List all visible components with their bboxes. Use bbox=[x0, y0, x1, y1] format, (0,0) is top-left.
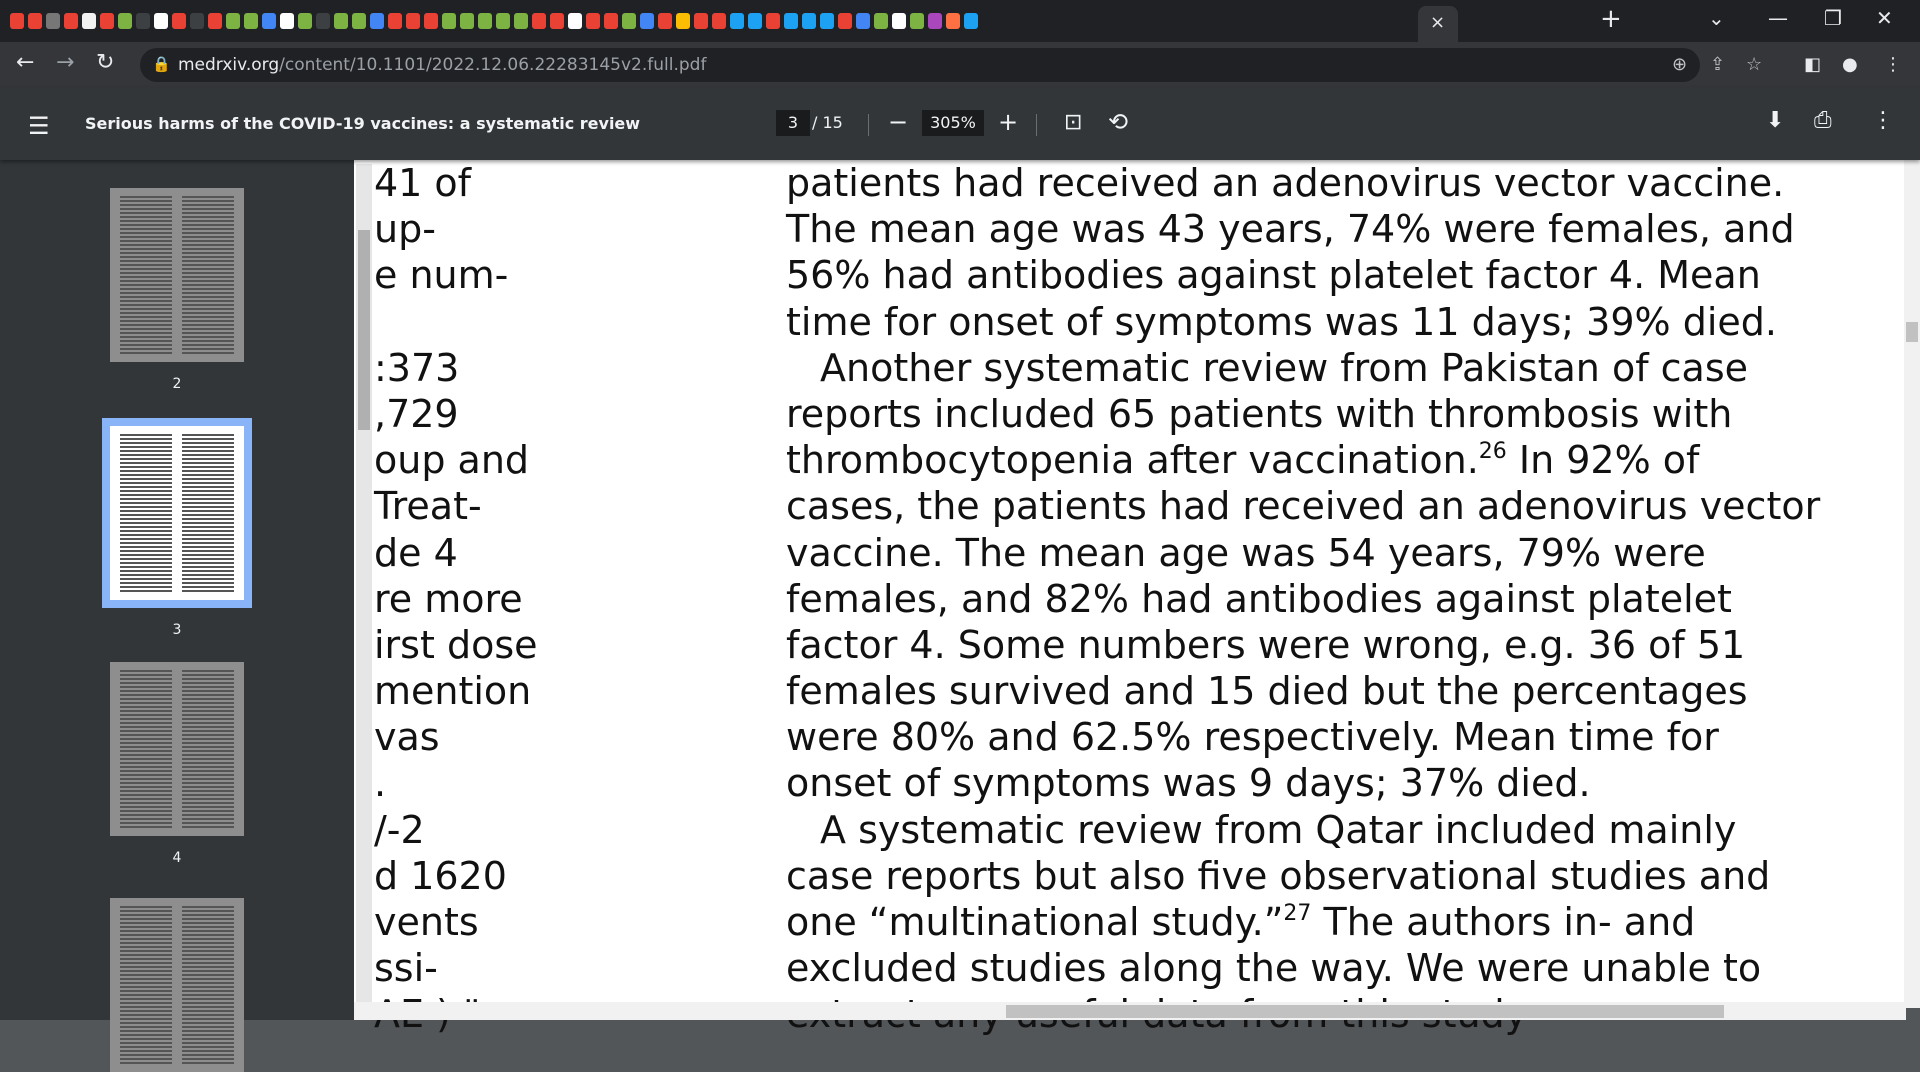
text-line: mention bbox=[374, 669, 532, 714]
inner-scrollbar[interactable] bbox=[356, 164, 372, 1008]
horizontal-scrollbar[interactable] bbox=[354, 1002, 1906, 1020]
tab-favicon-icon[interactable] bbox=[136, 13, 150, 29]
zoom-icon[interactable]: ⊕ bbox=[1672, 54, 1688, 75]
divider bbox=[868, 114, 869, 136]
vertical-scrollbar[interactable] bbox=[1904, 160, 1920, 1008]
text-line: e num- bbox=[374, 253, 509, 298]
text-line: factor 4. Some numbers were wrong, e.g. 36 of 51 bbox=[786, 622, 1746, 667]
citation-27: 27 bbox=[1283, 901, 1312, 926]
text-line: vents bbox=[374, 900, 479, 944]
tab-favicon-icon[interactable] bbox=[820, 13, 834, 29]
tab-favicon-icon[interactable] bbox=[514, 13, 528, 29]
thumbnail-page-3[interactable] bbox=[102, 418, 252, 638]
tab-favicon-icon[interactable] bbox=[64, 13, 78, 29]
browser-menu-icon[interactable]: ⋮ bbox=[1884, 54, 1902, 75]
page-total: / 15 bbox=[812, 113, 843, 132]
left-column-text bbox=[374, 160, 674, 1038]
text-line: ssi- bbox=[374, 946, 438, 991]
thumbnail-sidebar bbox=[0, 160, 354, 1020]
citation-26: 26 bbox=[1478, 439, 1507, 465]
url-text[interactable] bbox=[178, 55, 706, 75]
tab-favicon-icon[interactable] bbox=[334, 13, 348, 29]
tab-favicon-icon[interactable] bbox=[244, 13, 258, 29]
text-line bbox=[786, 899, 1896, 945]
zoom-in-icon[interactable]: + bbox=[998, 108, 1019, 136]
text-line: patients had received an adenovirus vector vaccine. bbox=[786, 161, 1785, 205]
window-close-icon[interactable]: ✕ bbox=[1876, 6, 1893, 30]
text-line bbox=[374, 299, 674, 345]
tab-favicon-icon[interactable] bbox=[586, 13, 600, 29]
tab-favicon-icon[interactable] bbox=[118, 13, 132, 29]
tab-favicon-icon[interactable] bbox=[298, 13, 312, 29]
text-line: case reports but also five observational studies and bbox=[786, 853, 1771, 898]
text-line: time for onset of symptoms was 11 days; 39% died. bbox=[786, 299, 1777, 344]
tab-favicon-icon[interactable] bbox=[856, 13, 870, 29]
text-line: /-2 bbox=[374, 807, 425, 852]
tab-favicon-icon[interactable] bbox=[910, 13, 924, 29]
document-title: Serious harms of the COVID-19 vaccines: a systematic review bbox=[85, 114, 641, 133]
text-line: Treat- bbox=[374, 484, 482, 529]
thumbnail-image-selected[interactable] bbox=[102, 418, 252, 608]
tab-favicon-icon[interactable] bbox=[406, 13, 420, 29]
text-line: vas bbox=[374, 715, 440, 760]
tab-search-icon[interactable]: ⌄ bbox=[1708, 6, 1725, 30]
side-panel-icon[interactable]: ◧ bbox=[1804, 54, 1822, 75]
tab-list[interactable] bbox=[8, 9, 1398, 33]
thumbnail-page-5[interactable] bbox=[102, 898, 252, 1072]
more-options-icon[interactable]: ⋮ bbox=[1872, 108, 1894, 133]
tab-favicon-icon[interactable] bbox=[748, 13, 762, 29]
tab-favicon-icon[interactable] bbox=[550, 13, 564, 29]
tab-favicon-icon[interactable] bbox=[532, 13, 546, 29]
minimize-icon[interactable]: — bbox=[1768, 6, 1788, 30]
tab-favicon-icon[interactable] bbox=[280, 13, 294, 29]
tab-favicon-icon[interactable] bbox=[172, 13, 186, 29]
text-line: up- bbox=[374, 207, 436, 252]
thumbnail-label: 3 bbox=[172, 622, 182, 638]
divider bbox=[1036, 114, 1037, 136]
tab-favicon-icon[interactable] bbox=[370, 13, 384, 29]
share-icon[interactable]: ⇪ bbox=[1710, 54, 1726, 75]
tab-favicon-icon[interactable] bbox=[892, 13, 906, 29]
tab-favicon-icon[interactable] bbox=[946, 13, 960, 29]
text-line: excluded studies along the way. We were unable to bbox=[786, 946, 1762, 991]
tab-favicon-icon[interactable] bbox=[100, 13, 114, 29]
fit-page-icon[interactable]: ⊡ bbox=[1064, 110, 1083, 135]
url-host: medrxiv.org bbox=[178, 55, 280, 75]
lock-icon[interactable]: 🔒 bbox=[152, 55, 171, 73]
rotate-icon[interactable]: ⟲ bbox=[1108, 108, 1129, 136]
tab-favicon-icon[interactable] bbox=[28, 13, 42, 29]
text-line: . bbox=[374, 761, 387, 806]
active-tab[interactable] bbox=[1418, 6, 1458, 42]
tab-favicon-icon[interactable] bbox=[82, 13, 96, 29]
url-path: /content/10.1101/2022.12.06.22283145v2.full.pdf bbox=[279, 55, 707, 75]
tab-favicon-icon[interactable] bbox=[460, 13, 474, 29]
reload-icon[interactable]: ↻ bbox=[96, 50, 115, 75]
tab-favicon-icon[interactable] bbox=[316, 13, 330, 29]
tab-strip bbox=[0, 0, 1920, 42]
zoom-input[interactable]: 305% bbox=[922, 110, 984, 136]
text-line: cases, the patients had received an adenovirus vector bbox=[786, 484, 1821, 529]
vertical-scrollbar-thumb[interactable] bbox=[1906, 322, 1918, 342]
thumbnail-image[interactable] bbox=[110, 898, 244, 1072]
tab-favicon-icon[interactable] bbox=[424, 13, 438, 29]
new-tab-button[interactable]: + bbox=[1600, 4, 1622, 34]
inner-scrollbar-thumb[interactable] bbox=[358, 230, 370, 430]
tab-favicon-icon[interactable] bbox=[496, 13, 510, 29]
text-line: oup and bbox=[374, 438, 530, 483]
tab-favicon-icon[interactable] bbox=[640, 13, 654, 29]
profile-icon[interactable]: ● bbox=[1842, 54, 1858, 75]
pdf-page bbox=[354, 160, 1906, 1008]
text-line: de 4 bbox=[374, 530, 458, 575]
text-line: ,729 bbox=[374, 391, 459, 436]
tab-favicon-icon[interactable] bbox=[964, 13, 978, 29]
text-line: reports included 65 patients with thrombosis with bbox=[786, 391, 1733, 436]
thumbnail-page-2[interactable] bbox=[102, 188, 252, 392]
thumbnail-image[interactable] bbox=[110, 662, 244, 836]
horizontal-scrollbar-thumb[interactable] bbox=[1006, 1005, 1724, 1018]
tab-favicon-icon[interactable] bbox=[388, 13, 402, 29]
tab-favicon-icon[interactable] bbox=[208, 13, 222, 29]
tab-favicon-icon[interactable] bbox=[694, 13, 708, 29]
text-line: d 1620 bbox=[374, 853, 507, 898]
thumbnail-label: 2 bbox=[172, 376, 182, 392]
text-segment: thrombocytopenia after vaccination. bbox=[786, 438, 1479, 483]
download-icon[interactable]: ⬇ bbox=[1766, 108, 1785, 133]
pdf-toolbar bbox=[0, 88, 1920, 160]
tab-favicon-icon[interactable] bbox=[10, 13, 24, 29]
close-tab-icon[interactable]: × bbox=[1430, 12, 1446, 33]
text-line: Another systematic review from Pakistan of case bbox=[820, 345, 1749, 390]
text-line bbox=[786, 437, 1896, 483]
tab-favicon-icon[interactable] bbox=[604, 13, 618, 29]
back-icon[interactable]: ← bbox=[16, 50, 35, 75]
address-bar[interactable] bbox=[140, 48, 1763, 82]
text-line: The mean age was 43 years, 74% were females, and bbox=[786, 207, 1795, 252]
tab-favicon-icon[interactable] bbox=[730, 13, 744, 29]
forward-icon[interactable]: → bbox=[56, 50, 75, 75]
text-line: 56% had antibodies against platelet factor 4. Mean bbox=[786, 253, 1761, 298]
text-line: A systematic review from Qatar included mainly bbox=[820, 807, 1737, 852]
thumbnail-image[interactable] bbox=[110, 188, 244, 362]
text-line: 41 of bbox=[374, 161, 472, 205]
tab-favicon-icon[interactable] bbox=[226, 13, 240, 29]
text-line: females, and 82% had antibodies against platelet bbox=[786, 576, 1732, 621]
tab-favicon-icon[interactable] bbox=[784, 13, 798, 29]
tab-favicon-icon[interactable] bbox=[622, 13, 636, 29]
text-line: vaccine. The mean age was 54 years, 79% were bbox=[786, 530, 1706, 575]
right-column-text bbox=[786, 160, 1896, 1038]
bookmark-star-icon[interactable]: ☆ bbox=[1746, 54, 1763, 75]
text-segment: In 92% of bbox=[1506, 438, 1700, 483]
tab-favicon-icon[interactable] bbox=[262, 13, 276, 29]
zoom-out-icon[interactable]: − bbox=[888, 108, 909, 136]
tab-favicon-icon[interactable] bbox=[802, 13, 816, 29]
text-line: re more bbox=[374, 576, 523, 621]
text-line: onset of symptoms was 9 days; 37% died. bbox=[786, 761, 1591, 806]
tab-favicon-icon[interactable] bbox=[766, 13, 780, 29]
tab-favicon-icon[interactable] bbox=[874, 13, 888, 29]
text-segment: The authors in- and bbox=[1311, 900, 1696, 944]
tab-favicon-icon[interactable] bbox=[352, 13, 366, 29]
tab-favicon-icon[interactable] bbox=[712, 13, 726, 29]
tab-favicon-icon[interactable] bbox=[154, 13, 168, 29]
text-segment: one “multinational study.” bbox=[786, 900, 1284, 944]
tab-favicon-icon[interactable] bbox=[478, 13, 492, 29]
tab-favicon-icon[interactable] bbox=[190, 13, 204, 29]
browser-toolbar bbox=[0, 42, 1920, 88]
tab-favicon-icon[interactable] bbox=[46, 13, 60, 29]
tab-favicon-icon[interactable] bbox=[676, 13, 690, 29]
sidebar-menu-icon[interactable]: ☰ bbox=[28, 112, 50, 140]
thumbnail-label: 4 bbox=[172, 850, 182, 866]
tab-favicon-icon[interactable] bbox=[928, 13, 942, 29]
text-line: were 80% and 62.5% respectively. Mean time for bbox=[786, 715, 1719, 760]
text-line: :373 bbox=[374, 345, 460, 390]
page-number-input[interactable]: 3 bbox=[776, 110, 810, 136]
tab-favicon-icon[interactable] bbox=[568, 13, 582, 29]
text-line: irst dose bbox=[374, 622, 538, 667]
thumbnail-page-4[interactable] bbox=[102, 662, 252, 866]
print-icon[interactable]: ⎙ bbox=[1814, 108, 1832, 133]
tab-favicon-icon[interactable] bbox=[442, 13, 456, 29]
tab-favicon-icon[interactable] bbox=[658, 13, 672, 29]
text-line: females survived and 15 died but the percentages bbox=[786, 669, 1748, 714]
maximize-icon[interactable]: ❐ bbox=[1824, 6, 1842, 30]
tab-favicon-icon[interactable] bbox=[838, 13, 852, 29]
